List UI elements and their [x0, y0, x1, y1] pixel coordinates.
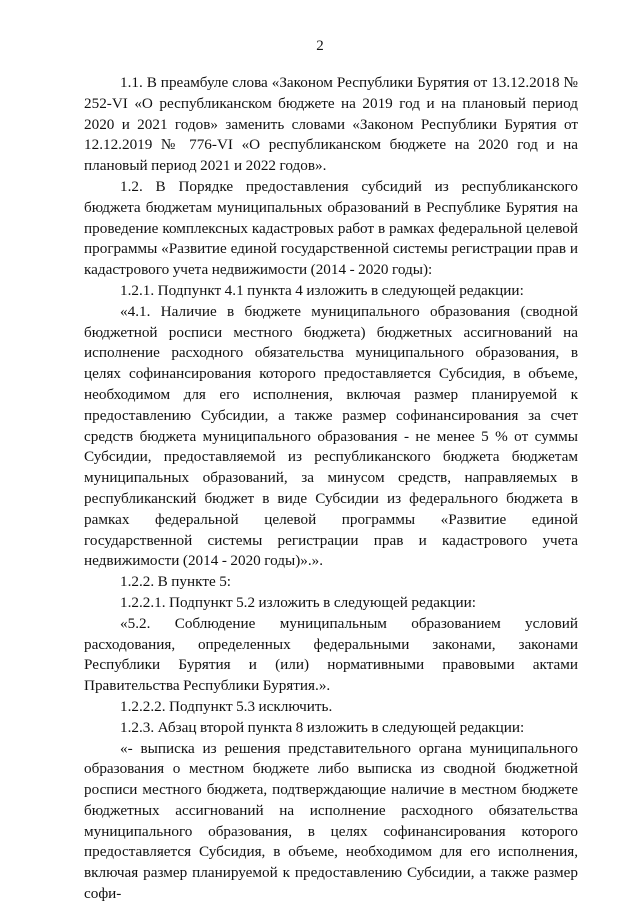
paragraph-1-2-1: 1.2.1. Подпункт 4.1 пункта 4 изложить в следующей редакции:	[120, 281, 524, 299]
quote-paragraph-8: «- выписка из решения представительного органа муниципального образования о местном бюджете либо выписка из сводной бюджетной росписи местного бюджета, подтверждающие наличие в местном бюджете бюджетных ассигнований на исполнение расходного обязательства муниципального образования, в целях софинансирования которого предоставляется Субсидия, в объеме, необходимом для его исполнения, включая размер планируемой к предоставлению Субсидии, а также размер софи-	[84, 739, 578, 903]
quote-5-2: «5.2. Соблюдение муниципальным образованием условий расходования, определенных федеральными законами, законами Республики Бурятия и (или) нормативными правовыми актами Правительства Республики Бурятия.».	[84, 614, 578, 695]
paragraph-1-2-2: 1.2.2. В пункте 5:	[120, 573, 232, 591]
document-body	[84, 73, 578, 905]
paragraph-1-2-2-1: 1.2.2.1. Подпункт 5.2 изложить в следующей редакции:	[120, 593, 476, 611]
paragraph-1-1: 1.1. В преамбуле слова «Законом Республики Бурятия от 13.12.2018 № 252-VI «О республиканском бюджете на 2019 год и на плановый период 2020 и 2021 годов» заменить словами «Законом Республики Бурятия от 12.12.2019 № 776-VI «О республиканском бюджете на 2020 год и на плановый период 2021 и 2022 годов».	[84, 74, 578, 175]
paragraph-1-2: 1.2. В Порядке предоставления субсидий из республиканского бюджета бюджетам муниципальных образований в Республике Бурятия на проведение комплексных кадастровых работ в рамках федеральной целевой программы «Развитие единой государственной системы регистрации прав и кадастрового учета недвижимости (2014 - 2020 годы):	[84, 177, 578, 279]
page-number: 2	[316, 38, 324, 54]
paragraph-1-2-2-2: 1.2.2.2. Подпункт 5.3 исключить.	[120, 697, 333, 715]
paragraph-1-2-3: 1.2.3. Абзац второй пункта 8 изложить в следующей редакции:	[120, 718, 525, 736]
quote-4-1: «4.1. Наличие в бюджете муниципального образования (сводной бюджетной росписи местного бюджета) бюджетных ассигнований на исполнение расходного обязательства муниципального образования, в целях софинансирования которого предоставляется Субсидия, в объеме, необходимом для его исполнения, включая размер планируемой к предоставлению Субсидии, а также размер софинансирования за счет средств бюджета муниципального образования - не менее 5 % от суммы Субсидии, предоставляемой из республиканского бюджета бюджетам муниципальных образований, за минусом средств, направляемых в республиканский бюджет в виде Субсидии из федерального бюджета в рамках федеральной целевой программы «Развитие единой государственной системы регистрации прав и кадастрового учета недвижимости (2014 - 2020 годы)».».	[84, 302, 578, 570]
